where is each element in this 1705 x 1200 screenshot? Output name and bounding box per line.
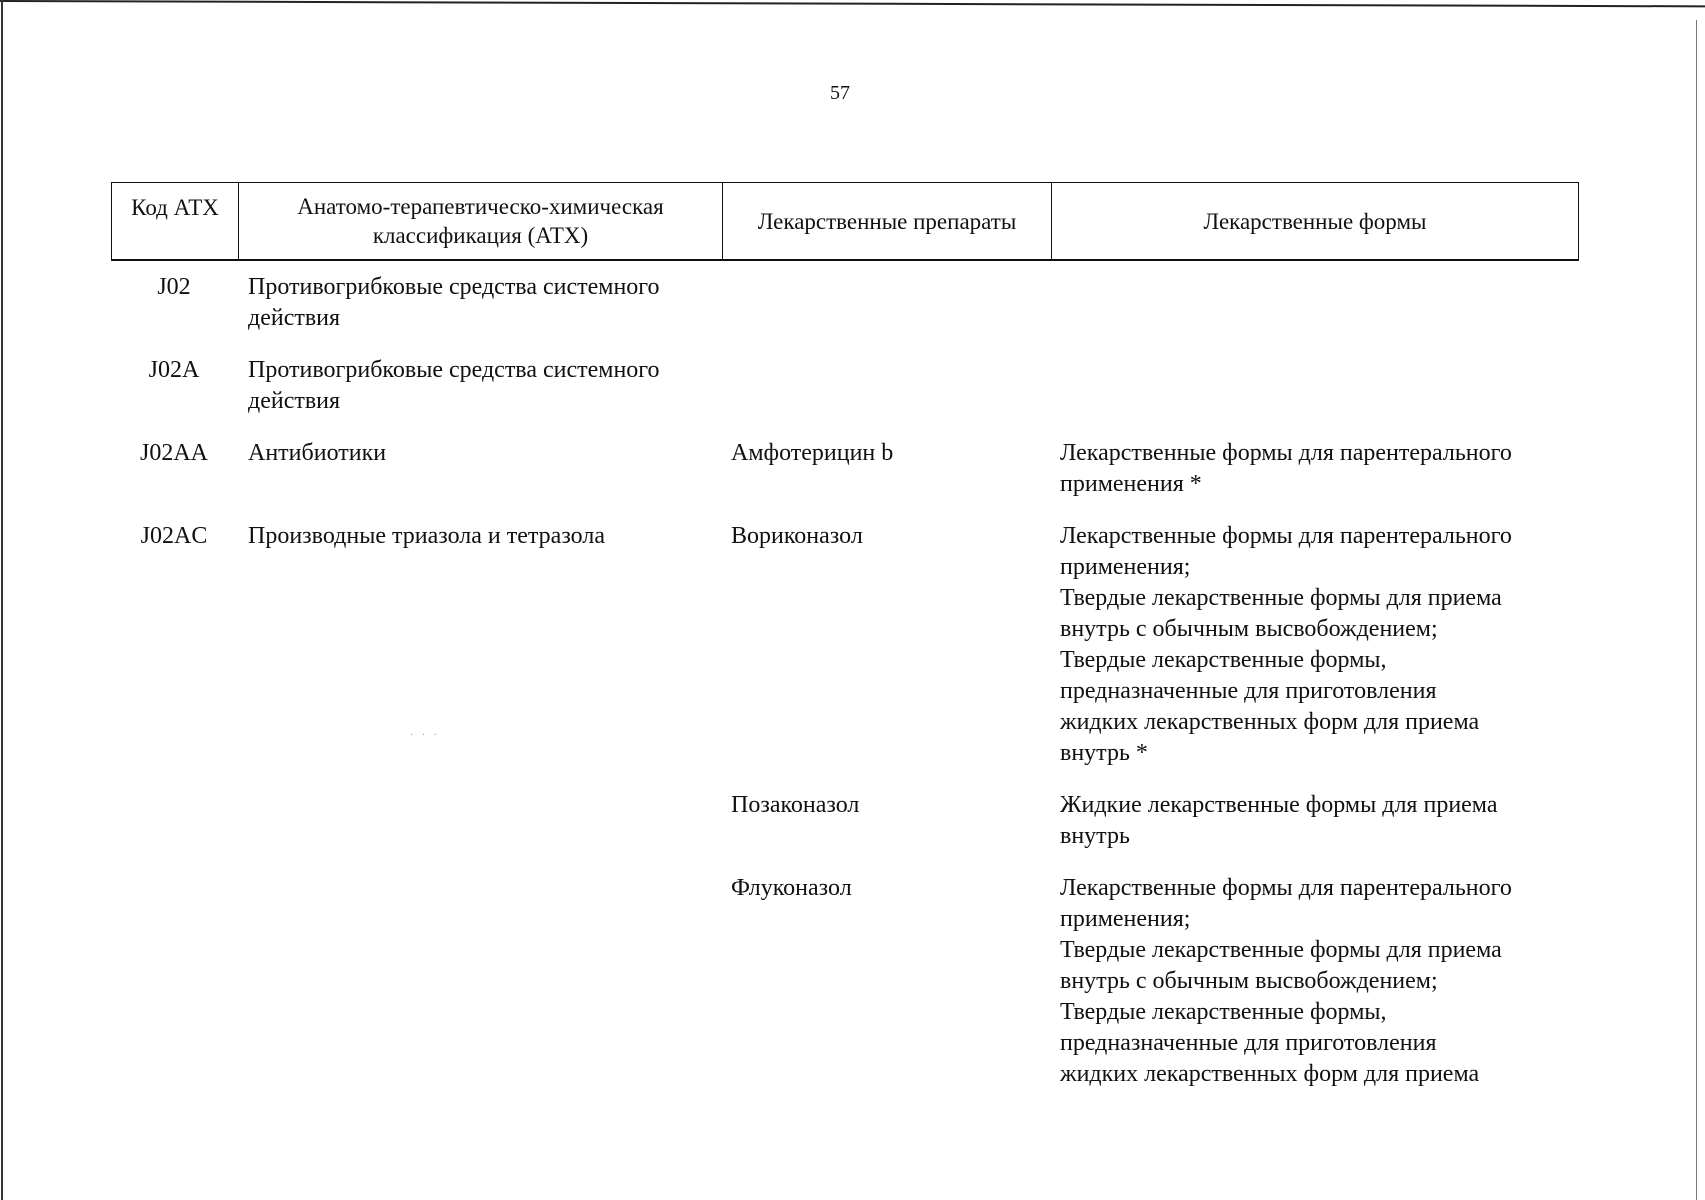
table-header (111, 182, 1579, 260)
cell-atc-classification: Противогрибковые средства системного действия (248, 357, 660, 414)
cell-atc-code: J02AC (140, 523, 208, 549)
dosage-form-line: внутрь с обычным высвобождением; (1060, 616, 1438, 642)
cell-drug-name: Позаконазол (731, 792, 860, 818)
dosage-form-line: Твердые лекарственные формы, (1060, 999, 1387, 1025)
cell-dosage-forms (1050, 521, 1579, 769)
table-body (111, 272, 1579, 1111)
dosage-form-line: предназначенные для приготовления (1060, 678, 1437, 704)
dosage-form-line: предназначенные для приготовления (1060, 1030, 1437, 1056)
header-drugs: Лекарственные препараты (722, 183, 1051, 259)
cell-dosage-forms (1050, 438, 1579, 500)
cell-drug-name: Амфотерицин b (731, 440, 894, 466)
table-row (111, 873, 1579, 1090)
cell-atc-code (111, 790, 237, 852)
scan-edge-left (1, 0, 3, 1200)
cell-drug-name: Флуконазол (731, 875, 852, 901)
header-bottom-rule (111, 259, 1579, 261)
dosage-form-line: Лекарственные формы для парентерального (1060, 523, 1512, 549)
dosage-form-line: применения; (1060, 906, 1191, 932)
table-row (111, 438, 1579, 500)
header-dosage-forms: Лекарственные формы (1051, 183, 1578, 259)
scan-edge-right (1696, 20, 1697, 1200)
cell-atc-code (111, 873, 237, 1090)
dosage-form-line: внутрь с обычным высвобождением; (1060, 968, 1438, 994)
header-atc-code: Код АТХ (131, 195, 219, 220)
page-number: 57 (830, 82, 850, 104)
cell-atc-code: J02A (148, 357, 200, 383)
scan-edge-top (0, 0, 1705, 7)
dosage-form-line: Лекарственные формы для парентерального (1060, 875, 1512, 901)
table-row (111, 521, 1579, 769)
cell-atc-classification: Противогрибковые средства системного действия (248, 274, 660, 331)
cell-atc-code: J02 (157, 274, 191, 300)
cell-dosage-forms (1050, 873, 1579, 1090)
dosage-form-line: жидких лекарственных форм для приема (1060, 1061, 1480, 1087)
cell-atc-classification (237, 873, 721, 1090)
dosage-form-line: внутрь * (1060, 740, 1148, 766)
dosage-form-line: Лекарственные формы для парентерального (1060, 440, 1512, 466)
dosage-form-line: Твердые лекарственные формы для приема (1060, 585, 1502, 611)
dosage-form-line: применения; (1060, 554, 1191, 580)
cell-dosage-forms (1050, 790, 1579, 852)
cell-atc-classification (237, 790, 721, 852)
header-atc-classification: Анатомо-терапевтическо-химическая классификация (АТХ) (238, 183, 722, 259)
dosage-form-line: Твердые лекарственные формы, (1060, 647, 1387, 673)
dosage-form-line: жидких лекарственных форм для приема (1060, 709, 1480, 735)
cell-atc-classification: Антибиотики (248, 440, 387, 466)
cell-drug-name: Вориконазол (731, 523, 863, 549)
cell-dosage-forms (1050, 355, 1579, 417)
cell-atc-classification: Производные триазола и тетразола (248, 523, 605, 549)
table-row (111, 272, 1579, 334)
cell-atc-code: J02AA (139, 440, 208, 466)
cell-drug-name (721, 355, 1050, 417)
cell-dosage-forms (1050, 272, 1579, 334)
dosage-form-line: применения * (1060, 471, 1202, 497)
table-row (111, 790, 1579, 852)
scan-specks: · · · (410, 730, 440, 741)
dosage-form-line: Жидкие лекарственные формы для приема (1060, 792, 1498, 818)
dosage-form-line: внутрь (1060, 823, 1130, 849)
cell-drug-name (721, 272, 1050, 334)
dosage-form-line: Твердые лекарственные формы для приема (1060, 937, 1502, 963)
table-row (111, 355, 1579, 417)
